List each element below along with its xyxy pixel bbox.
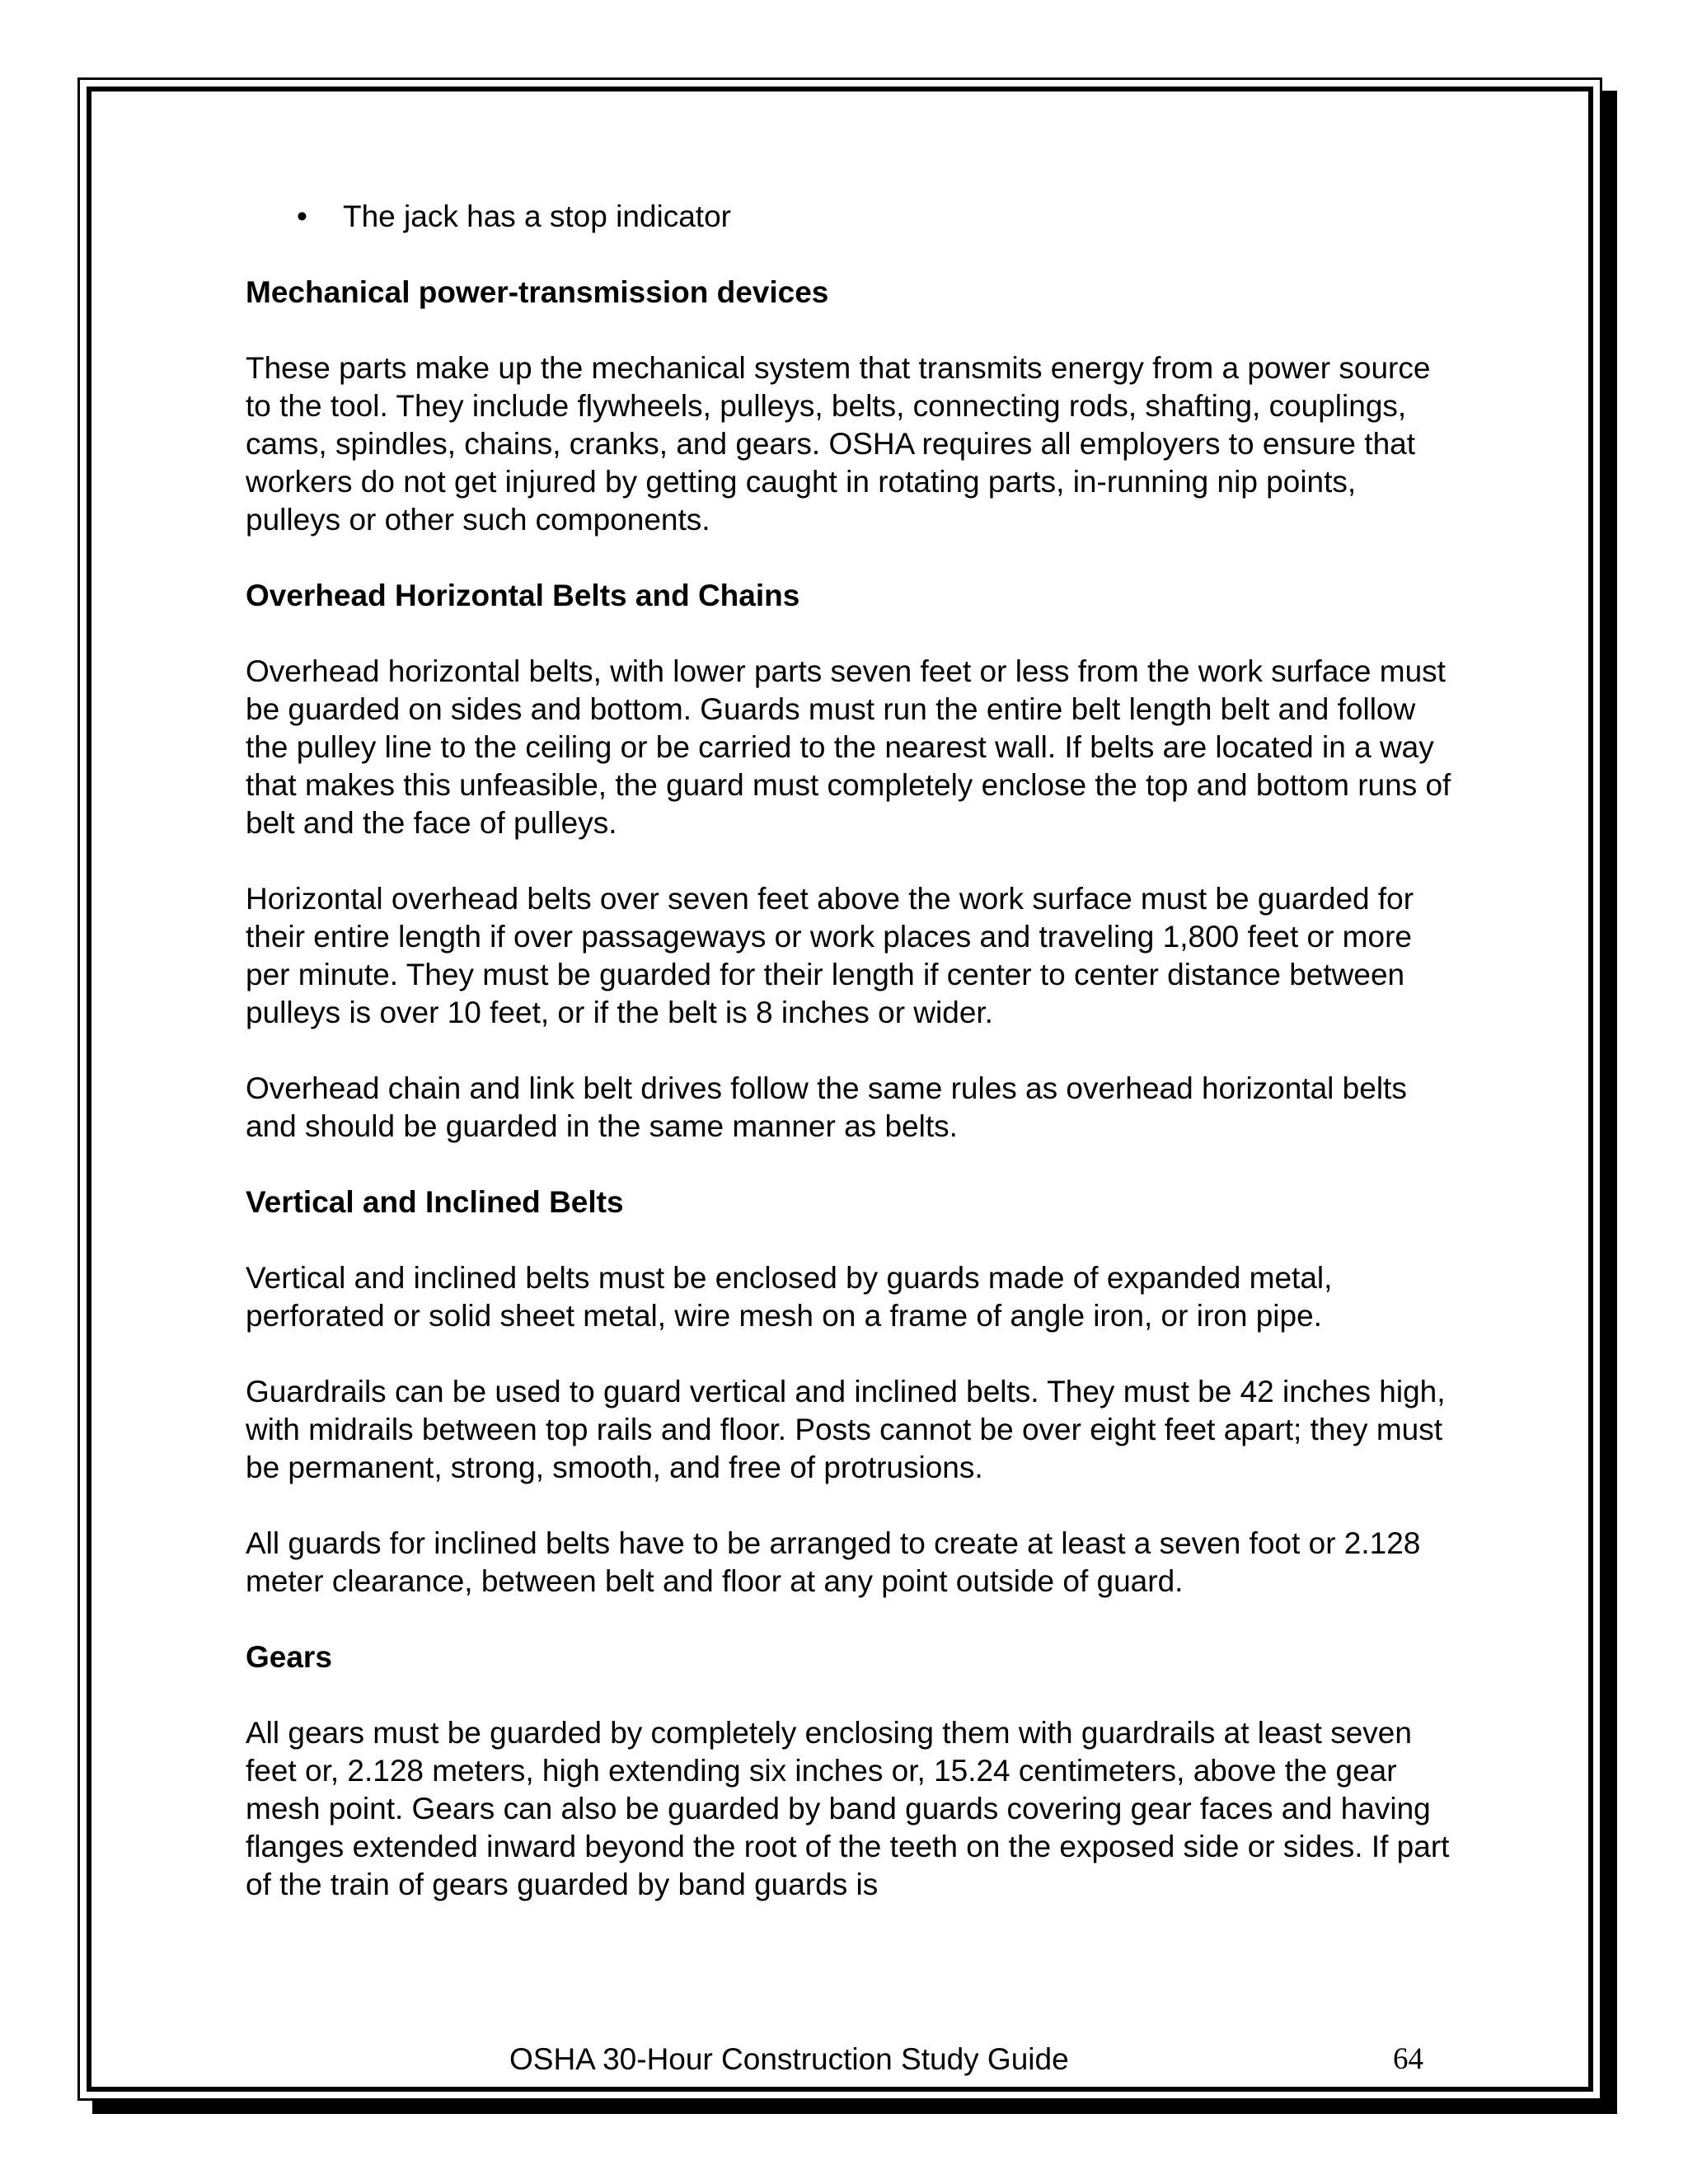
bullet-item xyxy=(297,198,1457,236)
paragraph: Vertical and inclined belts must be enclosed by guards made of expanded metal, perforated or solid sheet metal, wire mesh on a frame of angle iron, or iron pipe. xyxy=(246,1261,1333,1333)
section-heading-mechanical-power-transmission: Mechanical power-transmission devices xyxy=(246,275,829,309)
bullet-text: The jack has a stop indicator xyxy=(343,199,731,233)
paragraph: Overhead chain and link belt drives follow the same rules as overhead horizontal belts and should be guarded in the same manner as belts. xyxy=(246,1071,1407,1143)
section-heading-gears: Gears xyxy=(246,1640,332,1674)
paragraph: All guards for inclined belts have to be arranged to create at least a seven foot or 2.128 meter clearance, between belt and floor at any point outside of guard. xyxy=(246,1526,1421,1598)
paragraph: All gears must be guarded by completely enclosing them with guardrails at least seven feet or, 2.128 meters, high extending six inches or, 15.24 centimeters, above the gear mesh point. Gears can also be guarded by band guards covering gear faces and having flanges extended inward beyond the root of the teeth on the exposed side or sides. If part of the train of gears guarded by band guards is xyxy=(246,1716,1450,1901)
section-heading-overhead-horizontal-belts: Overhead Horizontal Belts and Chains xyxy=(246,579,800,612)
bullet-mark: • xyxy=(297,199,307,233)
page-footer xyxy=(0,2039,1688,2080)
paragraph: Horizontal overhead belts over seven feet above the work surface must be guarded for their entire length if over passageways or work places and traveling 1,800 feet or more per minute. They must be guarded for their length if center to center distance between pulleys is over 10 feet, or if the belt is 8 inches or wider. xyxy=(246,882,1414,1029)
page-body xyxy=(246,198,1457,1942)
section-heading-vertical-inclined-belts: Vertical and Inclined Belts xyxy=(246,1185,624,1219)
paragraph: Guardrails can be used to guard vertical and inclined belts. They must be 42 inches high, with midrails between top rails and floor. Posts cannot be over eight feet apart; they must be permanent, strong, smooth, and free of protrusions. xyxy=(246,1375,1446,1484)
paragraph: These parts make up the mechanical system that transmits energy from a power source to the tool. They include flywheels, pulleys, belts, connecting rods, shafting, couplings, cams, spindles, chains, cranks, and gears. OSHA requires all employers to ensure that workers do not get injured by getting caught in rotating parts, in-running nip points, pulleys or other such components. xyxy=(246,351,1431,537)
footer-title: OSHA 30-Hour Construction Study Guide xyxy=(509,2042,1069,2076)
paragraph: Overhead horizontal belts, with lower parts seven feet or less from the work surface must be guarded on sides and bottom. Guards must run the entire belt length belt and follow the pulley line to the ceiling or be carried to the nearest wall. If belts are located in a way that makes this unfeasible, the guard must completely enclose the top and bottom runs of belt and the face of pulleys. xyxy=(246,654,1451,840)
page-number: 64 xyxy=(1393,2042,1423,2076)
